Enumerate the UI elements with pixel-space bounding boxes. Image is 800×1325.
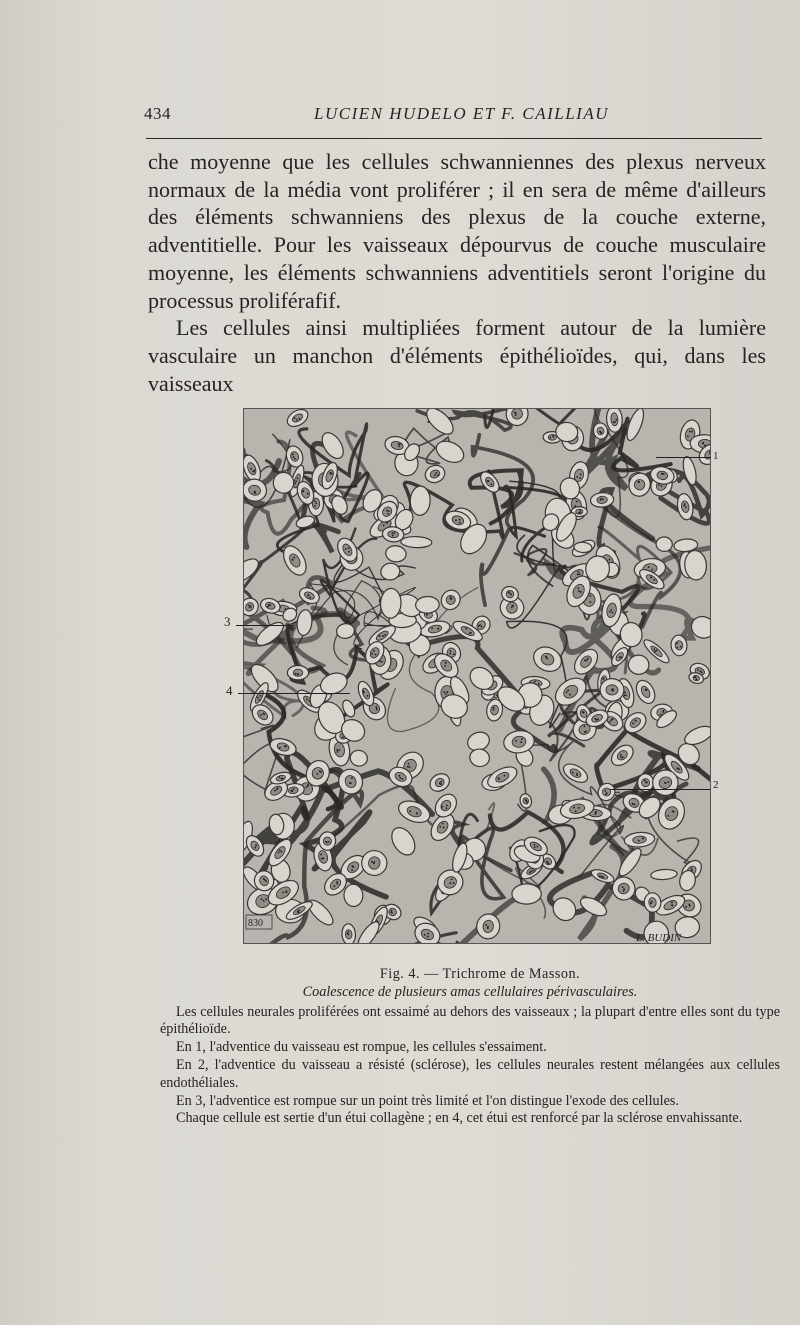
figure-caption [160,966,780,1128]
caption-line-1: Les cellules neurales proliférées ont essaimé au dehors des vaisseaux ; la plupart d'entre elles sont du type épithélioïde. [160,1003,780,1038]
caption-title: Fig. 4. — Trichrome de Masson. [379,966,581,982]
cell [512,884,541,904]
cell [287,666,308,680]
body-text [148,148,766,397]
cell [410,486,431,516]
body-paragraph-2: Les cellules ainsi multipliées forment autour de la lumière vasculaire un manchon d'éléments épithélioïdes, qui, dans les vaisseaux [148,315,766,396]
leader-line-2 [610,789,710,790]
leader-line-3 [236,625,294,626]
caption-line-4: En 3, l'adventice est rompue sur un point très limité et l'on distingue l'exode des cellules. [176,1092,679,1109]
figure-label-2: 2 [713,779,719,791]
caption-subtitle: Coalescence de plusieurs amas cellulaires périvasculaires. [302,983,638,1000]
body-paragraph-1: che moyenne que les cellules schwanniennes des plexus nerveux normaux de la média vont proliférer ; il en sera de même d'ailleurs des éléments schwanniens des plexus de la couche externe, adventitielle. Pour les vaisseaux dépourvus de couche musculaire moyenne, les éléments schwanniens adventitiels seront l'origine du processus proliférafif. [148,149,766,313]
cell [319,831,336,850]
leader-line-4 [238,693,350,694]
page-number: 434 [144,104,171,123]
figure-label-1: 1 [713,450,719,462]
cell [600,678,625,702]
histology-drawing [244,409,710,943]
artist-signature: L. BUDIN [636,932,682,943]
cell [343,884,363,907]
figure-label-4: 4 [226,683,233,698]
histology-figure [243,408,711,944]
caption-line-3: En 2, l'adventice du vaisseau a résisté (sclérose), les cellules neurales restent mélangées aux cellules endothéliales. [160,1056,780,1091]
cell [415,596,439,613]
page-header [144,104,764,130]
header-rule [146,138,762,139]
running-head: LUCIEN HUDELO ET F. CAILLIAU [314,104,609,123]
caption-line-2: En 1, l'adventice du vaisseau est rompue, les cellules s'essaiment. [176,1039,547,1056]
figure-label-3: 3 [224,614,231,629]
cell [656,536,673,551]
caption-line-5: Chaque cellule est sertie d'un étui collagène ; en 4, cet étui est renforcé par la sclérose envahissante. [176,1110,743,1127]
plate-number: 830 [248,918,263,929]
leader-line-1 [656,457,711,458]
